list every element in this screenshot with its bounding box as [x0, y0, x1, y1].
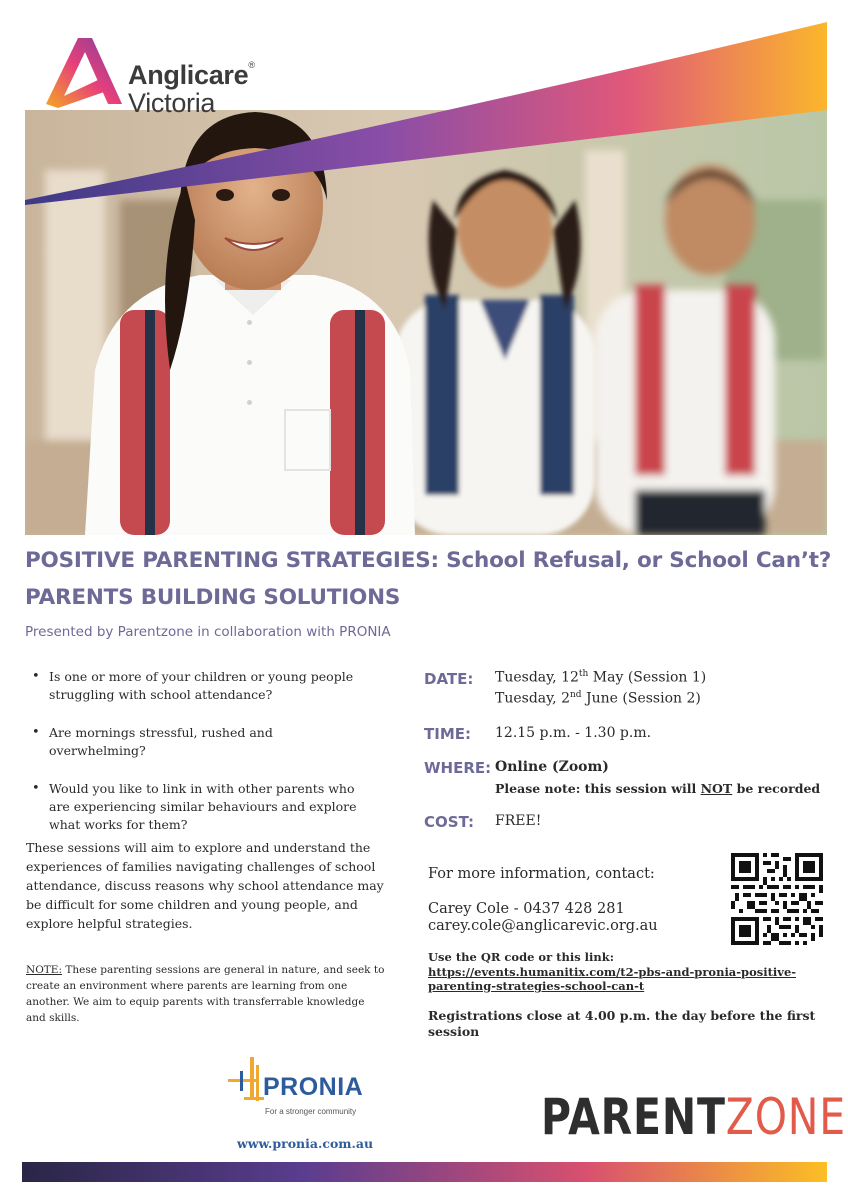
page-subtitle: PARENTS BUILDING SOLUTIONS — [25, 585, 401, 610]
anglicare-logo[interactable] — [42, 34, 282, 118]
parentzone-text-parent: PARENT — [541, 1088, 726, 1146]
logo-text-victoria: Victoria — [128, 88, 216, 118]
time-value: 12.15 p.m. - 1.30 p.m. — [495, 725, 652, 741]
registration-link[interactable]: https://events.humanitix.com/t2-pbs-and-pronia-positive- parenting-strategies-school-can-t — [428, 964, 797, 993]
page-title: POSITIVE PARENTING STRATEGIES: School Refusal, or School Can’t? — [25, 548, 832, 573]
list-item: • Are mornings stressful, rushed and overwhelming? — [32, 724, 372, 760]
pronia-website-link[interactable]: www.pronia.com.au — [237, 1136, 374, 1151]
pronia-mark-icon — [228, 1057, 264, 1109]
cost-value: FREE! — [495, 813, 542, 829]
session-1-date: Tuesday, 12th May (Session 1) — [495, 669, 707, 686]
registration-deadline: Registrations close at 4.00 p.m. the day before the first session — [428, 1008, 816, 1039]
intro-paragraph: These sessions will aim to explore and understand the experiences of families navigating challenges of school attendance, discuss reasons why school attendance may be difficult for some children and young people, and explore helpful strategies. — [26, 840, 384, 931]
list-item: • Is one or more of your children or young people struggling with school attendance? — [32, 668, 372, 704]
date-label: DATE: — [424, 670, 474, 688]
presented-by: Presented by Parentzone in collaboration with PRONIA — [25, 624, 391, 640]
parentzone-text-zone: ZONE — [725, 1088, 847, 1146]
footer-gradient-bar — [22, 1162, 827, 1182]
qr-intro: Use the QR code or this link: — [428, 950, 614, 964]
cost-label: COST: — [424, 813, 474, 831]
note-label: NOTE: — [26, 964, 63, 976]
note-text: These parenting sessions are general in nature, and seek to create an environment where parents are learning from one another. We aim to equip parents with transferrable knowledge and skills. — [26, 964, 385, 1024]
time-label: TIME: — [424, 725, 471, 743]
parentzone-logo[interactable] — [541, 1088, 847, 1146]
logo-text-anglicare: Anglicare® — [128, 60, 255, 90]
anglicare-a-icon — [42, 34, 126, 112]
list-item: • Would you like to link in with other parents who are experiencing similar behaviours and explore what works for them? — [32, 780, 372, 834]
note-paragraph — [26, 962, 386, 1026]
contact-name-phone[interactable]: Carey Cole - 0437 428 281 — [428, 901, 625, 917]
where-label: WHERE: — [424, 759, 492, 777]
contact-heading: For more information, contact: — [428, 866, 655, 882]
pronia-tagline: For a stronger community — [265, 1107, 357, 1116]
session-2-date: Tuesday, 2nd June (Session 2) — [495, 690, 701, 707]
pronia-name: PRONIA — [263, 1073, 364, 1101]
recording-note: Please note: this session will NOT be recorded — [495, 781, 821, 796]
contact-email[interactable]: carey.cole@anglicarevic.org.au — [428, 918, 658, 934]
qr-code[interactable] — [731, 853, 823, 945]
link-instructions — [428, 950, 808, 994]
where-value: Online (Zoom) — [495, 759, 609, 775]
question-list — [32, 668, 372, 854]
pronia-logo[interactable] — [228, 1057, 378, 1123]
